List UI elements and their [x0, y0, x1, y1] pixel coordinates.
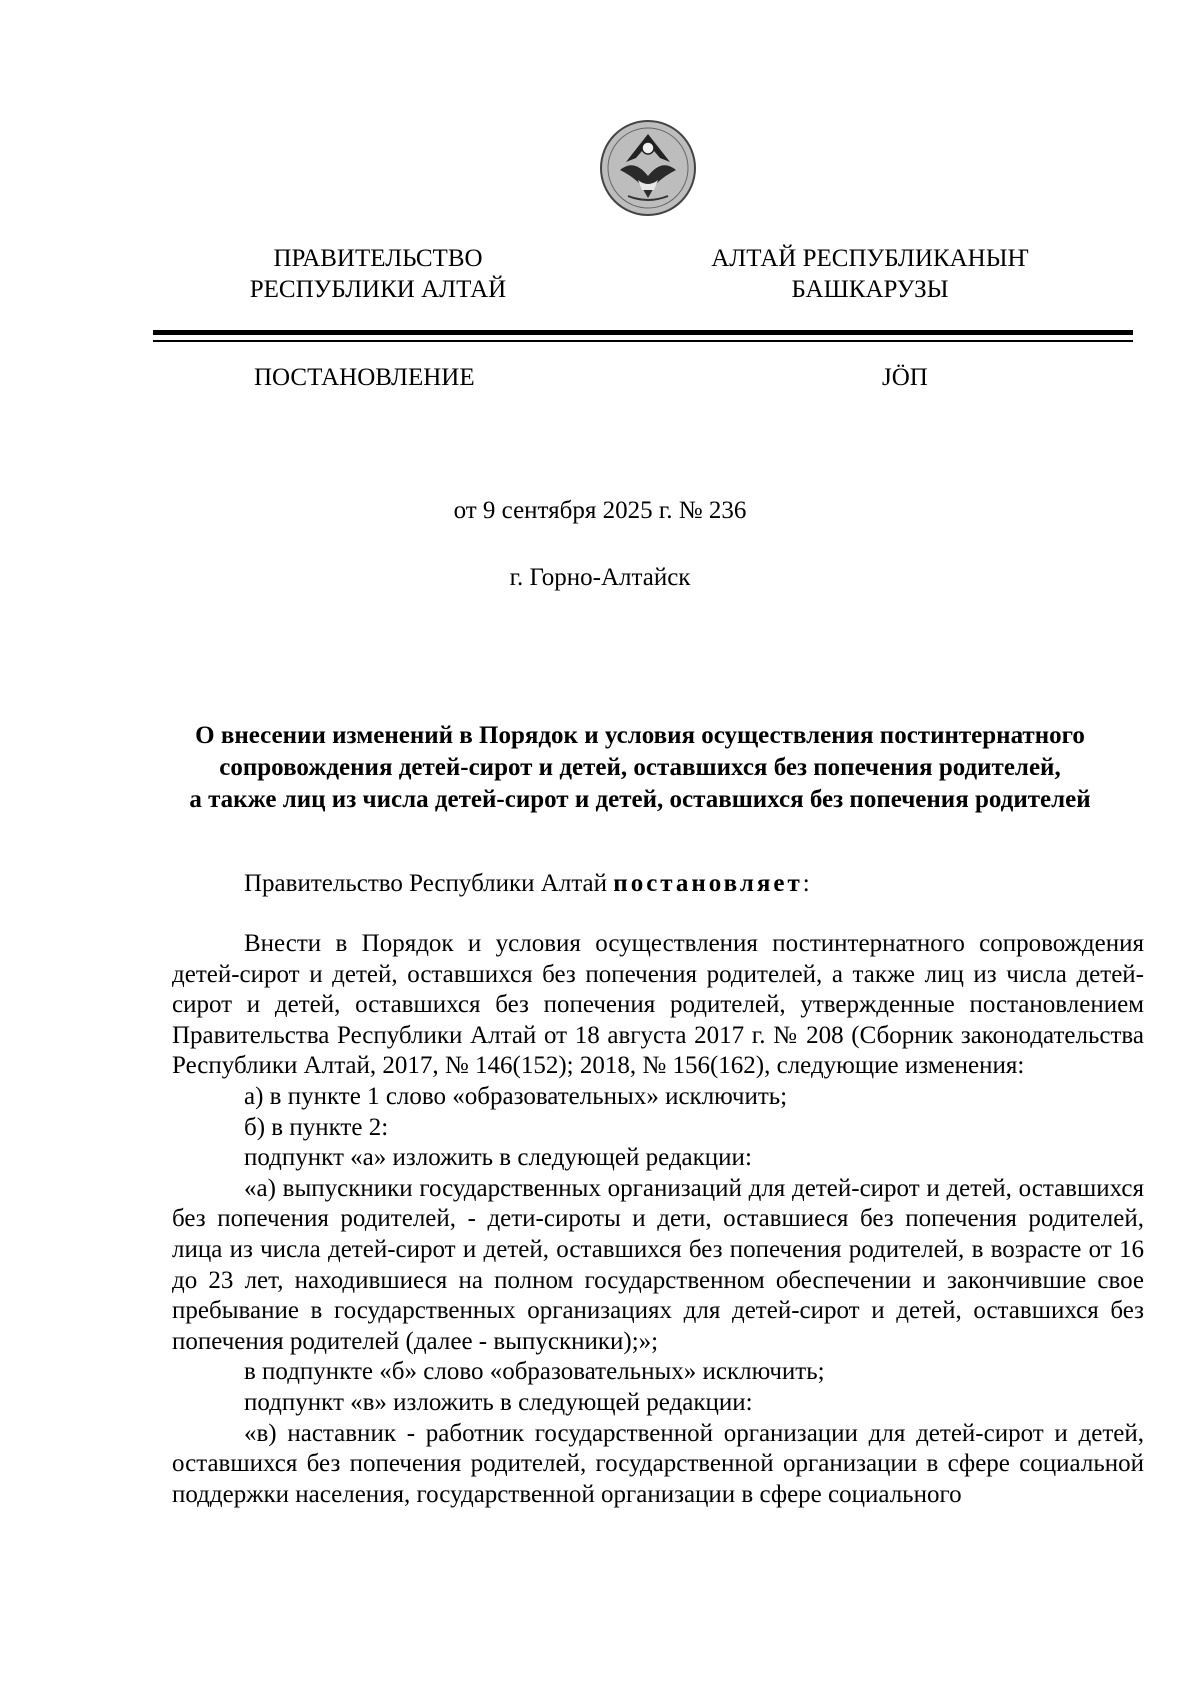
government-title-line2: РЕСПУБЛИКИ АЛТАЙ [249, 276, 507, 303]
government-title-line1: ПРАВИТЕЛЬСТВО [273, 245, 483, 272]
coat-of-arms-icon [598, 118, 698, 218]
coat-of-arms-emblem [598, 118, 698, 218]
resolution-intro [244, 869, 810, 899]
government-title-altai-line2: БАШКАРУЗЫ [791, 276, 949, 303]
paragraph-8: «в) наставник - работник государственной организации для детей-сирот и детей, оставшихся без попечения родителей, государственной организации в сфере социальной поддержки населения, государственной организации в сфере социального [172, 1419, 1144, 1508]
paragraph-3: б) в пункте 2: [244, 1113, 389, 1141]
intro-emphasis: постановляет [613, 870, 803, 897]
paragraph-6: в подпункте «б» слово «образовательных» исключить; [244, 1358, 825, 1386]
subject-line-1: О внесении изменений в Порядок и условия осуществления постинтернатного [195, 722, 1085, 749]
document-body [172, 929, 1144, 1510]
paragraph-2: а) в пункте 1 слово «образовательных» исключить; [244, 1082, 788, 1110]
paragraph-5: «а) выпускники государственных организаций для детей-сирот и детей, оставшихся без попечения родителей, - дети-сироты и дети, оставшиеся без попечения родителей, лица из числа детей-сирот и детей, оставшихся без попечения родителей, в возрасте от 16 до 23 лет, находившиеся на полном государственном обеспечении и закончившие свое пребывание в государственных организациях для детей-сирот и детей, оставшихся без попечения родителей (далее - выпускники);»; [172, 1174, 1144, 1355]
document-type-russian: ПОСТАНОВЛЕНИЕ [254, 364, 475, 391]
city: г. Горно-Алтайск [509, 564, 691, 591]
date-and-number: от 9 сентября 2025 г. № 236 [453, 497, 747, 524]
header-divider-thick [153, 330, 1133, 335]
paragraph-7: подпункт «в» изложить в следующей редакции: [244, 1388, 753, 1416]
government-title-russian [148, 243, 608, 305]
document-subject [140, 720, 1140, 816]
subject-line-2: сопровождения детей-сирот и детей, оставшихся без попечения родителей, [219, 754, 1061, 781]
header-divider-thin [153, 340, 1133, 342]
paragraph-4: подпункт «а» изложить в следующей редакции: [244, 1144, 752, 1172]
paragraph-1: Внести в Порядок и условия осуществления постинтернатного сопровождения детей-сирот и детей, оставшихся без попечения родителей, а также лиц из числа детей-сирот и детей, оставшихся без попечения родителей, утвержденные постановлением Правительства Республики Алтай от 18 августа 2017 г. № 208 (Сборник законодательства Республики Алтай, 2017, № 146(152); 2018, № 156(162), следующие изменения: [172, 930, 1144, 1080]
government-title-altai-line1: АЛТАЙ РЕСПУБЛИКАНЫҤ [711, 245, 1029, 272]
subject-line-3: а также лиц из числа детей-сирот и детей, оставшихся без попечения родителей [189, 786, 1091, 813]
intro-colon: : [802, 870, 810, 897]
intro-text: Правительство Республики Алтай [244, 870, 614, 897]
document-type-altai: JÖП [882, 364, 928, 391]
government-title-altai [640, 243, 1100, 305]
